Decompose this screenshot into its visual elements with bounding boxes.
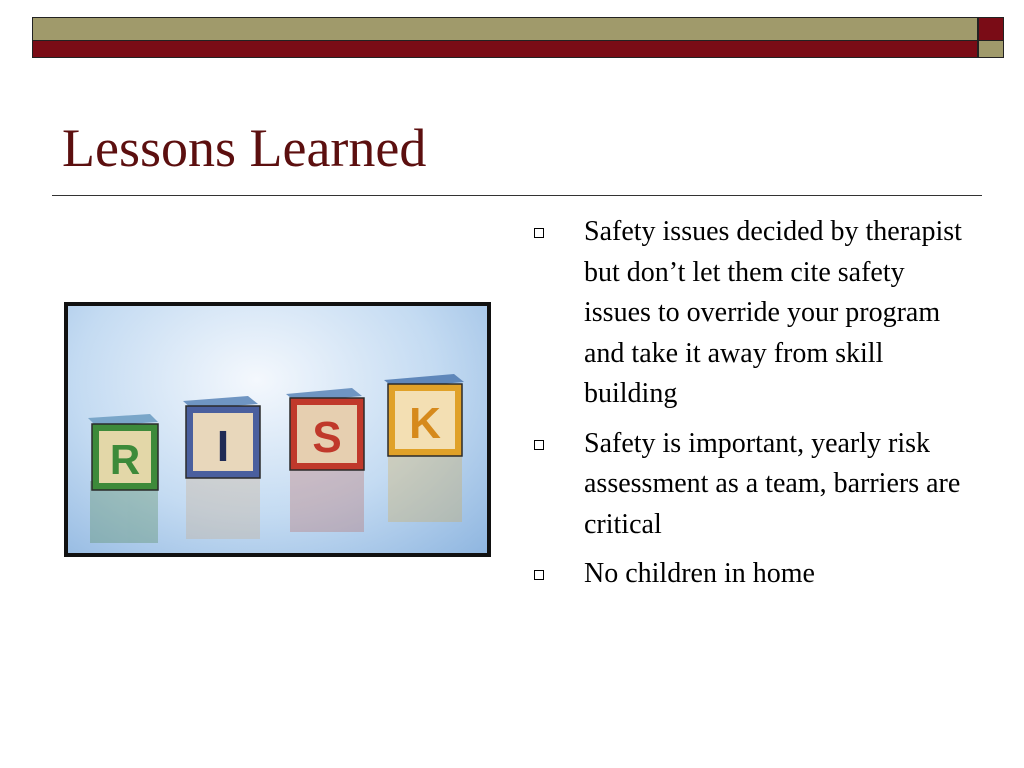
block-i xyxy=(183,396,260,478)
slide-title: Lessons Learned xyxy=(62,118,427,178)
block-s-letter: S xyxy=(312,413,342,462)
bullet-item xyxy=(530,554,970,595)
square-bullet-icon xyxy=(534,228,544,238)
bullet-text: Safety issues decided by therapist but don’t let them cite safety issues to override your program and take it away from skill building xyxy=(584,216,962,409)
header-bar-maroon xyxy=(32,41,978,58)
bullet-item xyxy=(530,212,970,415)
block-k xyxy=(384,374,464,456)
risk-blocks-illustration xyxy=(68,306,487,553)
bullet-text: No children in home xyxy=(584,558,815,589)
bullet-list xyxy=(530,212,970,604)
header-square-olive xyxy=(978,41,1004,58)
square-bullet-icon xyxy=(534,570,544,580)
title-divider xyxy=(52,195,982,196)
block-r xyxy=(88,414,158,490)
block-r-letter: R xyxy=(109,436,141,483)
header-square-maroon xyxy=(978,17,1004,41)
header-bar-olive xyxy=(32,17,978,41)
block-k-letter: K xyxy=(409,399,441,448)
block-i-letter: I xyxy=(216,422,230,471)
square-bullet-icon xyxy=(534,440,544,450)
block-s xyxy=(286,388,364,470)
bullet-item xyxy=(530,424,970,546)
risk-blocks-image xyxy=(64,302,491,557)
bullet-text: Safety is important, yearly risk assessment as a team, barriers are critical xyxy=(584,427,961,540)
